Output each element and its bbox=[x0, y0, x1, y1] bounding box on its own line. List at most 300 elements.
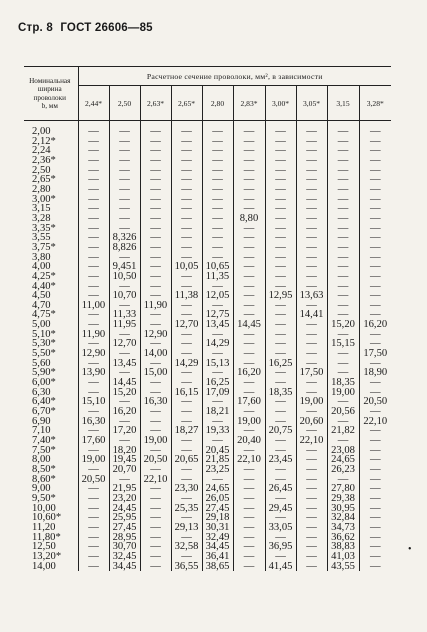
value-cell: — bbox=[171, 195, 202, 205]
table-row bbox=[24, 146, 391, 156]
value-cell: — bbox=[265, 407, 296, 417]
value-cell: — bbox=[171, 243, 202, 253]
value-cell: 15,20 bbox=[109, 388, 140, 398]
value-cell: — bbox=[327, 436, 359, 446]
table-row bbox=[24, 388, 391, 398]
value-cell: 14,45 bbox=[233, 320, 265, 330]
value-cell: — bbox=[140, 542, 171, 552]
value-cell: — bbox=[359, 407, 391, 417]
value-cell: — bbox=[109, 282, 140, 292]
value-cell: — bbox=[327, 243, 359, 253]
value-cell: — bbox=[202, 253, 233, 263]
value-cell: — bbox=[171, 204, 202, 214]
width-cell: 6,40* bbox=[24, 397, 78, 407]
width-cell: 14,00 bbox=[24, 562, 78, 572]
value-cell: — bbox=[265, 127, 296, 137]
value-cell: — bbox=[265, 494, 296, 504]
value-cell: — bbox=[78, 465, 109, 475]
value-cell: 26,45 bbox=[265, 484, 296, 494]
value-cell: — bbox=[233, 475, 265, 485]
value-cell: — bbox=[109, 204, 140, 214]
value-cell: — bbox=[359, 243, 391, 253]
value-cell: — bbox=[359, 494, 391, 504]
value-cell: — bbox=[265, 166, 296, 176]
width-cell: 4,50 bbox=[24, 291, 78, 301]
value-cell: — bbox=[140, 175, 171, 185]
value-cell: 24,45 bbox=[109, 504, 140, 514]
value-cell: — bbox=[109, 397, 140, 407]
value-cell: — bbox=[265, 233, 296, 243]
width-cell: 5,10* bbox=[24, 330, 78, 340]
value-cell: — bbox=[171, 185, 202, 195]
value-cell: — bbox=[109, 195, 140, 205]
value-cell: 17,20 bbox=[109, 426, 140, 436]
value-cell: — bbox=[296, 137, 327, 147]
value-cell: — bbox=[78, 166, 109, 176]
width-cell: 4,00 bbox=[24, 262, 78, 272]
value-cell: — bbox=[202, 417, 233, 427]
value-cell: — bbox=[171, 436, 202, 446]
width-cell: 13,20* bbox=[24, 552, 78, 562]
value-cell: — bbox=[140, 253, 171, 263]
value-cell: — bbox=[171, 513, 202, 523]
value-cell: — bbox=[327, 204, 359, 214]
value-cell: — bbox=[171, 233, 202, 243]
value-cell: — bbox=[296, 359, 327, 369]
value-cell: — bbox=[140, 185, 171, 195]
value-cell: — bbox=[233, 224, 265, 234]
value-cell: — bbox=[78, 359, 109, 369]
value-cell: — bbox=[78, 175, 109, 185]
value-cell: 11,38 bbox=[171, 291, 202, 301]
value-cell: — bbox=[78, 185, 109, 195]
value-cell: — bbox=[296, 465, 327, 475]
width-cell: 2,80 bbox=[24, 185, 78, 195]
value-cell: 9,451 bbox=[109, 262, 140, 272]
value-cell: — bbox=[359, 513, 391, 523]
value-cell: — bbox=[296, 330, 327, 340]
value-cell: — bbox=[265, 185, 296, 195]
value-cell: — bbox=[233, 562, 265, 572]
table-row bbox=[24, 166, 391, 176]
value-cell: — bbox=[359, 484, 391, 494]
value-cell: 43,55 bbox=[327, 562, 359, 572]
column-header: 2,63* bbox=[140, 86, 171, 121]
width-cell: 3,00* bbox=[24, 195, 78, 205]
value-cell: — bbox=[327, 417, 359, 427]
value-cell: — bbox=[140, 552, 171, 562]
value-cell: — bbox=[265, 272, 296, 282]
value-cell: 29,13 bbox=[171, 523, 202, 533]
value-cell: — bbox=[140, 156, 171, 166]
width-cell: 5,90* bbox=[24, 368, 78, 378]
value-cell: — bbox=[233, 542, 265, 552]
value-cell: — bbox=[327, 185, 359, 195]
value-cell: 14,29 bbox=[171, 359, 202, 369]
value-cell: — bbox=[233, 137, 265, 147]
value-cell: 16,20 bbox=[109, 407, 140, 417]
value-cell: — bbox=[233, 552, 265, 562]
value-cell: — bbox=[296, 562, 327, 572]
width-cell: 7,50* bbox=[24, 446, 78, 456]
value-cell: — bbox=[233, 195, 265, 205]
width-cell: 9,00 bbox=[24, 484, 78, 494]
value-cell: — bbox=[359, 359, 391, 369]
value-cell: — bbox=[78, 562, 109, 572]
value-cell: — bbox=[171, 349, 202, 359]
value-cell: — bbox=[78, 513, 109, 523]
value-cell: — bbox=[359, 146, 391, 156]
value-cell: 30,95 bbox=[327, 504, 359, 514]
value-cell: — bbox=[140, 359, 171, 369]
value-cell: — bbox=[265, 137, 296, 147]
table-row bbox=[24, 185, 391, 195]
value-cell: 20,70 bbox=[109, 465, 140, 475]
value-cell: — bbox=[78, 523, 109, 533]
value-cell: — bbox=[202, 349, 233, 359]
value-cell: — bbox=[78, 378, 109, 388]
value-cell: 20,45 bbox=[202, 446, 233, 456]
column-header: 2,50 bbox=[109, 86, 140, 121]
table-row bbox=[24, 562, 391, 572]
value-cell: 11,35 bbox=[202, 272, 233, 282]
value-cell: — bbox=[233, 156, 265, 166]
value-cell: — bbox=[296, 185, 327, 195]
value-cell: 14,00 bbox=[140, 349, 171, 359]
value-cell: — bbox=[265, 349, 296, 359]
value-cell: 14,45 bbox=[109, 378, 140, 388]
value-cell: 16,30 bbox=[78, 417, 109, 427]
value-cell: 14,29 bbox=[202, 339, 233, 349]
value-cell: — bbox=[78, 282, 109, 292]
value-cell: 12,95 bbox=[265, 291, 296, 301]
column-header: 2,65* bbox=[171, 86, 202, 121]
value-cell: — bbox=[140, 388, 171, 398]
width-cell: 2,36* bbox=[24, 156, 78, 166]
value-cell: — bbox=[327, 233, 359, 243]
width-cell: 5,00 bbox=[24, 320, 78, 330]
value-cell: — bbox=[171, 494, 202, 504]
value-cell: 13,63 bbox=[296, 291, 327, 301]
value-cell: — bbox=[296, 156, 327, 166]
value-cell: 23,08 bbox=[327, 446, 359, 456]
value-cell: 11,95 bbox=[109, 320, 140, 330]
value-cell: — bbox=[296, 504, 327, 514]
value-cell: 14,41 bbox=[296, 310, 327, 320]
value-cell: — bbox=[233, 175, 265, 185]
page-number: Стр. 8 bbox=[18, 22, 53, 34]
value-cell: — bbox=[171, 446, 202, 456]
value-cell: — bbox=[327, 359, 359, 369]
width-header bbox=[24, 67, 78, 121]
width-cell: 8,50* bbox=[24, 465, 78, 475]
value-cell: — bbox=[78, 272, 109, 282]
value-cell: 12,70 bbox=[109, 339, 140, 349]
value-cell: — bbox=[109, 166, 140, 176]
value-cell: — bbox=[202, 195, 233, 205]
value-cell: — bbox=[202, 243, 233, 253]
value-cell: — bbox=[171, 137, 202, 147]
value-cell: — bbox=[109, 214, 140, 224]
value-cell: — bbox=[171, 272, 202, 282]
column-header: 2,80 bbox=[202, 86, 233, 121]
width-cell: 6,70* bbox=[24, 407, 78, 417]
value-cell: 32,84 bbox=[327, 513, 359, 523]
value-cell: — bbox=[171, 127, 202, 137]
value-cell: — bbox=[171, 475, 202, 485]
table-row bbox=[24, 465, 391, 475]
value-cell: — bbox=[109, 475, 140, 485]
value-cell: — bbox=[233, 407, 265, 417]
value-cell: — bbox=[327, 214, 359, 224]
value-cell: 17,50 bbox=[296, 368, 327, 378]
value-cell: — bbox=[140, 562, 171, 572]
width-cell: 3,75* bbox=[24, 243, 78, 253]
value-cell: 12,90 bbox=[140, 330, 171, 340]
value-cell: — bbox=[327, 310, 359, 320]
value-cell: — bbox=[171, 166, 202, 176]
width-cell: 3,80 bbox=[24, 253, 78, 263]
value-cell: — bbox=[171, 301, 202, 311]
value-cell: — bbox=[233, 359, 265, 369]
table-row bbox=[24, 156, 391, 166]
value-cell: — bbox=[296, 378, 327, 388]
table-row bbox=[24, 137, 391, 147]
value-cell: 19,00 bbox=[78, 455, 109, 465]
value-cell: — bbox=[359, 204, 391, 214]
value-cell: — bbox=[327, 156, 359, 166]
value-cell: — bbox=[359, 156, 391, 166]
value-cell: — bbox=[78, 253, 109, 263]
value-cell: — bbox=[233, 272, 265, 282]
value-cell: — bbox=[359, 185, 391, 195]
value-cell: — bbox=[359, 378, 391, 388]
table-row bbox=[24, 127, 391, 137]
value-cell: — bbox=[109, 368, 140, 378]
value-cell: 23,45 bbox=[265, 455, 296, 465]
value-cell: — bbox=[140, 494, 171, 504]
value-cell: 33,05 bbox=[265, 523, 296, 533]
value-cell: — bbox=[109, 137, 140, 147]
value-cell: 16,20 bbox=[359, 320, 391, 330]
value-cell: — bbox=[265, 224, 296, 234]
value-cell: — bbox=[296, 349, 327, 359]
value-cell: 21,95 bbox=[109, 484, 140, 494]
value-cell: — bbox=[296, 272, 327, 282]
value-cell: — bbox=[140, 339, 171, 349]
value-cell: — bbox=[265, 282, 296, 292]
width-cell: 5,60 bbox=[24, 359, 78, 369]
value-cell: — bbox=[78, 214, 109, 224]
value-cell: — bbox=[233, 388, 265, 398]
value-cell: — bbox=[140, 195, 171, 205]
value-cell: 29,38 bbox=[327, 494, 359, 504]
value-cell: 32,45 bbox=[109, 552, 140, 562]
value-cell: 19,45 bbox=[109, 455, 140, 465]
value-cell: — bbox=[171, 224, 202, 234]
value-cell: — bbox=[327, 195, 359, 205]
value-cell: — bbox=[296, 339, 327, 349]
value-cell: — bbox=[265, 397, 296, 407]
value-cell: — bbox=[109, 185, 140, 195]
value-cell: 16,25 bbox=[202, 378, 233, 388]
value-cell: — bbox=[202, 127, 233, 137]
value-cell: 29,18 bbox=[202, 513, 233, 523]
value-cell: — bbox=[359, 195, 391, 205]
value-cell: — bbox=[265, 533, 296, 543]
value-cell: — bbox=[78, 156, 109, 166]
value-cell: — bbox=[78, 533, 109, 543]
width-cell: 2,12* bbox=[24, 137, 78, 147]
value-cell: 34,73 bbox=[327, 523, 359, 533]
value-cell: — bbox=[233, 127, 265, 137]
column-header: 2,44* bbox=[78, 86, 109, 121]
value-cell: — bbox=[78, 243, 109, 253]
width-cell: 2,24 bbox=[24, 146, 78, 156]
width-cell: 6,00* bbox=[24, 378, 78, 388]
value-cell: 27,80 bbox=[327, 484, 359, 494]
width-cell: 10,60* bbox=[24, 513, 78, 523]
value-cell: 32,58 bbox=[171, 542, 202, 552]
value-cell: 13,90 bbox=[78, 368, 109, 378]
value-cell: 30,70 bbox=[109, 542, 140, 552]
value-cell: — bbox=[265, 475, 296, 485]
value-cell: — bbox=[327, 272, 359, 282]
value-cell: — bbox=[109, 301, 140, 311]
value-cell: — bbox=[359, 166, 391, 176]
value-cell: 20,50 bbox=[140, 455, 171, 465]
value-cell: — bbox=[359, 282, 391, 292]
value-cell: — bbox=[265, 513, 296, 523]
value-cell: 12,70 bbox=[171, 320, 202, 330]
value-cell: — bbox=[202, 146, 233, 156]
value-cell: 22,10 bbox=[140, 475, 171, 485]
value-cell: — bbox=[296, 552, 327, 562]
value-cell: — bbox=[78, 388, 109, 398]
value-cell: — bbox=[140, 282, 171, 292]
value-cell: — bbox=[233, 301, 265, 311]
value-cell: 21,82 bbox=[327, 426, 359, 436]
value-cell: — bbox=[296, 513, 327, 523]
value-cell: — bbox=[202, 397, 233, 407]
value-cell: — bbox=[171, 417, 202, 427]
value-cell: — bbox=[109, 224, 140, 234]
table-row bbox=[24, 272, 391, 282]
value-cell: — bbox=[140, 426, 171, 436]
value-cell: 18,35 bbox=[327, 378, 359, 388]
value-cell: — bbox=[296, 301, 327, 311]
value-cell: — bbox=[233, 204, 265, 214]
value-cell: — bbox=[265, 330, 296, 340]
value-cell: — bbox=[171, 146, 202, 156]
column-header: 3,28* bbox=[359, 86, 391, 121]
value-cell: 16,30 bbox=[140, 397, 171, 407]
value-cell: 23,25 bbox=[202, 465, 233, 475]
column-header: 3,05* bbox=[296, 86, 327, 121]
value-cell: — bbox=[296, 475, 327, 485]
value-cell: 25,35 bbox=[171, 504, 202, 514]
value-cell: 22,10 bbox=[233, 455, 265, 465]
width-cell: 9,50* bbox=[24, 494, 78, 504]
value-cell: 41,03 bbox=[327, 552, 359, 562]
value-cell: — bbox=[109, 417, 140, 427]
value-cell: — bbox=[296, 523, 327, 533]
value-cell: — bbox=[78, 146, 109, 156]
value-cell: — bbox=[296, 224, 327, 234]
value-cell: 11,33 bbox=[109, 310, 140, 320]
value-cell: — bbox=[296, 253, 327, 263]
value-cell: — bbox=[233, 146, 265, 156]
value-cell: — bbox=[233, 533, 265, 543]
value-cell: 25,95 bbox=[109, 513, 140, 523]
value-cell: 28,95 bbox=[109, 533, 140, 543]
width-cell: 4,40* bbox=[24, 282, 78, 292]
value-cell: — bbox=[359, 214, 391, 224]
value-cell: — bbox=[296, 262, 327, 272]
value-cell: — bbox=[171, 407, 202, 417]
value-cell: — bbox=[140, 166, 171, 176]
value-cell: — bbox=[327, 253, 359, 263]
value-cell: — bbox=[202, 330, 233, 340]
value-cell: — bbox=[78, 195, 109, 205]
table-row bbox=[24, 426, 391, 436]
width-header-line: ширина bbox=[37, 85, 62, 94]
value-cell: — bbox=[140, 533, 171, 543]
value-cell: 23,30 bbox=[171, 484, 202, 494]
table-row bbox=[24, 214, 391, 224]
value-cell: — bbox=[140, 272, 171, 282]
width-header-line: b, мм bbox=[41, 101, 58, 110]
value-cell: — bbox=[171, 282, 202, 292]
value-cell: — bbox=[233, 166, 265, 176]
width-cell: 3,35* bbox=[24, 224, 78, 234]
value-cell: 34,45 bbox=[202, 542, 233, 552]
value-cell: — bbox=[171, 533, 202, 543]
value-cell: — bbox=[296, 446, 327, 456]
value-cell: — bbox=[265, 465, 296, 475]
value-cell: — bbox=[265, 243, 296, 253]
value-cell: 20,56 bbox=[327, 407, 359, 417]
value-cell: — bbox=[140, 504, 171, 514]
page-header bbox=[18, 22, 157, 34]
value-cell: 20,40 bbox=[233, 436, 265, 446]
width-cell: 8,60* bbox=[24, 475, 78, 485]
value-cell: — bbox=[359, 272, 391, 282]
value-cell: — bbox=[265, 446, 296, 456]
value-cell: 20,50 bbox=[359, 397, 391, 407]
value-cell: — bbox=[296, 320, 327, 330]
value-cell: — bbox=[140, 243, 171, 253]
value-cell: — bbox=[109, 156, 140, 166]
value-cell: — bbox=[171, 368, 202, 378]
value-cell: 17,60 bbox=[78, 436, 109, 446]
value-cell: 10,05 bbox=[171, 262, 202, 272]
value-cell: — bbox=[327, 301, 359, 311]
value-cell: 18,90 bbox=[359, 368, 391, 378]
value-cell: — bbox=[78, 426, 109, 436]
table-row bbox=[24, 243, 391, 253]
value-cell: — bbox=[265, 253, 296, 263]
value-cell: — bbox=[171, 552, 202, 562]
value-cell: 36,95 bbox=[265, 542, 296, 552]
value-cell: — bbox=[140, 291, 171, 301]
value-cell: — bbox=[327, 282, 359, 292]
value-cell: — bbox=[265, 301, 296, 311]
value-cell: 18,20 bbox=[109, 446, 140, 456]
value-cell: — bbox=[359, 436, 391, 446]
value-cell: — bbox=[171, 330, 202, 340]
value-cell: — bbox=[359, 137, 391, 147]
